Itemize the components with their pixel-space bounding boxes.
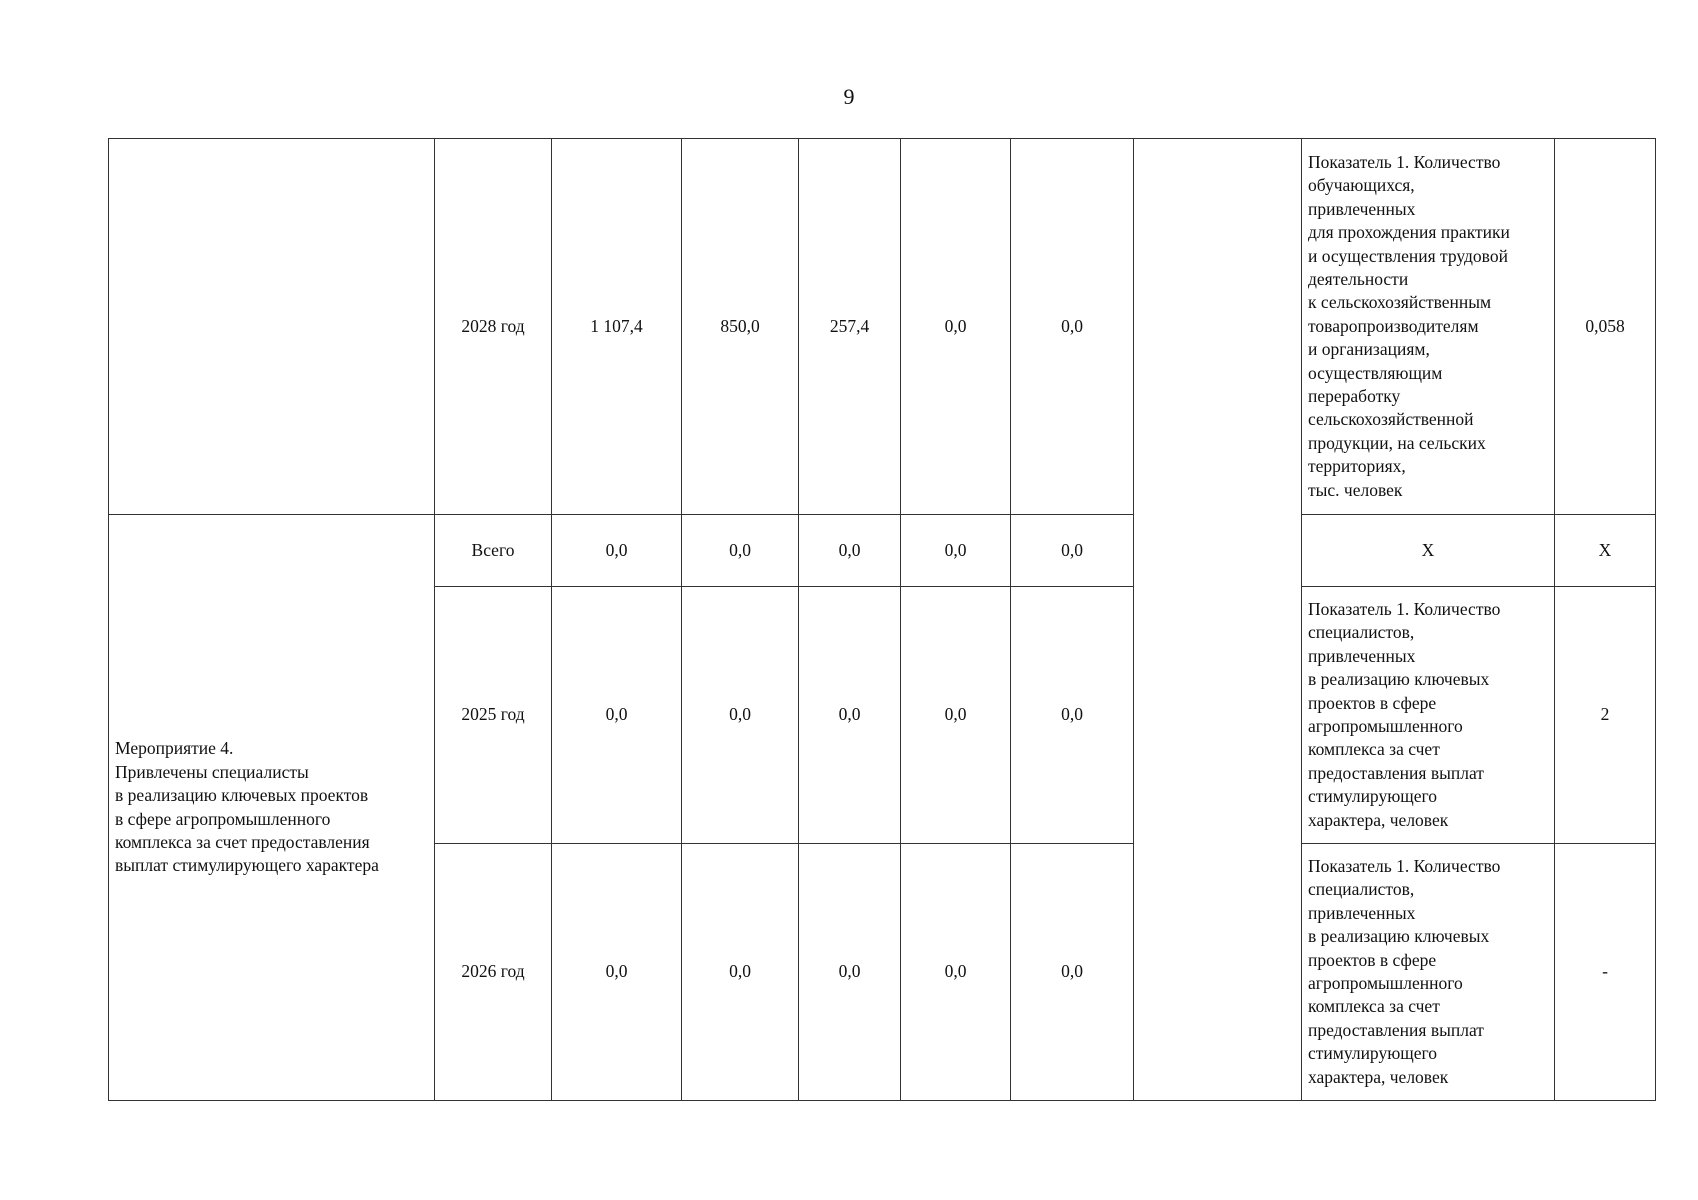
financing-table <box>108 138 1656 1101</box>
target-value-cell: - <box>1555 844 1656 1101</box>
value-federal: 0,0 <box>682 587 799 844</box>
value-regional: 0,0 <box>799 844 901 1101</box>
indicator-cell: Показатель 1. Количество специалистов, привлеченных в реализацию ключевых проектов в сфере агропромышленного комплекса за счет предоставления выплат стимулирующего характера, человек <box>1302 844 1555 1101</box>
value-total: 0,0 <box>552 844 682 1101</box>
value-federal: 0,0 <box>682 515 799 587</box>
value-local: 0,0 <box>901 139 1011 515</box>
target-value-cell: Х <box>1555 515 1656 587</box>
value-regional: 0,0 <box>799 515 901 587</box>
value-other: 0,0 <box>1011 515 1134 587</box>
table-row-2028 <box>109 139 1656 515</box>
value-local: 0,0 <box>901 844 1011 1101</box>
value-federal: 0,0 <box>682 844 799 1101</box>
page-number: 9 <box>843 84 855 109</box>
event-4-cell: Мероприятие 4. Привлечены специалисты в реализацию ключевых проектов в сфере агропромышленного комплекса за счет предоставления выплат стимулирующего характера <box>109 515 435 1101</box>
value-total: 0,0 <box>552 515 682 587</box>
target-value-cell: 2 <box>1555 587 1656 844</box>
value-other: 0,0 <box>1011 844 1134 1101</box>
value-local: 0,0 <box>901 587 1011 844</box>
value-regional: 0,0 <box>799 587 901 844</box>
year-cell: 2026 год <box>435 844 552 1101</box>
year-cell: Всего <box>435 515 552 587</box>
value-regional: 257,4 <box>799 139 901 515</box>
value-other: 0,0 <box>1011 139 1134 515</box>
indicator-cell: Показатель 1. Количество обучающихся, привлеченных для прохождения практики и осуществления трудовой деятельности к сельскохозяйственным товаропроизводителям и организациям, осуществляющим переработку сельскохозяйственной продукции, на сельских территориях, тыс. человек <box>1302 139 1555 515</box>
year-cell: 2025 год <box>435 587 552 844</box>
value-federal: 850,0 <box>682 139 799 515</box>
value-total: 1 107,4 <box>552 139 682 515</box>
event-cell-empty <box>109 139 435 515</box>
year-cell: 2028 год <box>435 139 552 515</box>
value-other: 0,0 <box>1011 587 1134 844</box>
value-total: 0,0 <box>552 587 682 844</box>
executor-cell-empty <box>1134 139 1302 1101</box>
table-row-total <box>109 515 1656 587</box>
indicator-cell: Х <box>1302 515 1555 587</box>
value-local: 0,0 <box>901 515 1011 587</box>
indicator-cell: Показатель 1. Количество специалистов, привлеченных в реализацию ключевых проектов в сфере агропромышленного комплекса за счет предоставления выплат стимулирующего характера, человек <box>1302 587 1555 844</box>
target-value-cell: 0,058 <box>1555 139 1656 515</box>
